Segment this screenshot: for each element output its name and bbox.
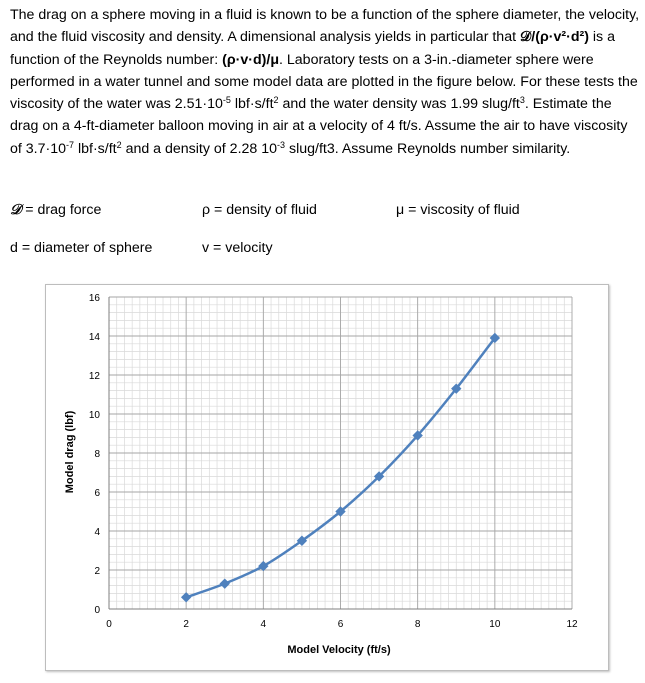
y-tick-label: 14 — [88, 332, 100, 343]
y-axis-label: Model drag (lbf) — [64, 410, 76, 494]
pi-group-drag: 𝒟/(ρ·v²·d²) — [519, 29, 589, 46]
drag-velocity-chart — [46, 285, 608, 670]
problem-text-9: slug/ft3. Assume Reynolds number similarity. — [285, 140, 571, 157]
chart-frame — [45, 284, 609, 671]
y-tick-label: 16 — [88, 293, 100, 304]
x-tick-label: 8 — [414, 619, 421, 630]
y-tick-label: 8 — [94, 449, 100, 460]
def-drag-text: = drag force — [21, 202, 102, 218]
problem-text-1: The drag on a sphere moving in a fluid is known to be a function of the sphere diameter, the velocity, and the fluid viscosity and density. A dimensional analysis yields in particular that — [10, 7, 640, 46]
problem-text-5: and the water density was 1.99 slug/ft — [278, 96, 520, 113]
def-diameter: d = diameter of sphere — [10, 240, 153, 256]
problem-text-6: . Estimate the drag on a 4-ft-diameter balloon moving in air at a velocity of 4 ft/s. Assume the air to have viscosity of 3.7·10 — [10, 96, 628, 157]
data-point-marker — [220, 578, 230, 588]
x-tick-label: 10 — [489, 619, 501, 630]
y-tick-label: 0 — [94, 605, 100, 616]
x-tick-label: 2 — [183, 619, 189, 630]
problem-text-3: . Laboratory tests on a 3-in.-diameter sphere were performed in a water tunnel and some model data are plotted in the figure below. For these tests the viscosity of the water was 2.51·10 — [10, 51, 638, 113]
def-density: ρ = density of fluid — [202, 202, 317, 218]
y-tick-label: 2 — [94, 566, 100, 577]
exponent: 3 — [519, 95, 525, 106]
x-tick-label: 4 — [260, 619, 267, 630]
problem-text-2: is a function of the Reynolds number: — [10, 29, 615, 68]
def-drag — [10, 202, 101, 218]
chart-grid — [109, 297, 572, 609]
y-tick-label: 12 — [88, 371, 100, 382]
exponent: -3 — [277, 139, 286, 150]
y-tick-label: 4 — [94, 527, 100, 538]
exponent: 2 — [116, 139, 122, 150]
problem-text-4: lbf·s/ft — [230, 96, 274, 113]
y-tick-label: 6 — [94, 488, 100, 499]
exponent: -7 — [66, 139, 75, 150]
y-tick-label: 10 — [88, 410, 100, 421]
x-tick-label: 6 — [337, 619, 344, 630]
drag-symbol: 𝒟 — [10, 202, 22, 218]
problem-text-7: lbf·s/ft — [74, 140, 117, 157]
def-viscosity: μ = viscosity of fluid — [396, 202, 520, 218]
problem-statement — [10, 4, 640, 160]
x-tick-label: 12 — [566, 619, 578, 630]
exponent: 2 — [273, 95, 279, 106]
problem-paragraph — [10, 4, 640, 160]
x-axis-label: Model Velocity (ft/s) — [287, 644, 391, 656]
pi-group-reynolds: (ρ·v·d)/μ — [222, 51, 280, 68]
x-tick-label: 0 — [106, 619, 112, 630]
problem-text-8: and a density of 2.28 10 — [121, 140, 278, 157]
def-velocity: v = velocity — [202, 240, 273, 256]
exponent: -5 — [222, 95, 231, 106]
